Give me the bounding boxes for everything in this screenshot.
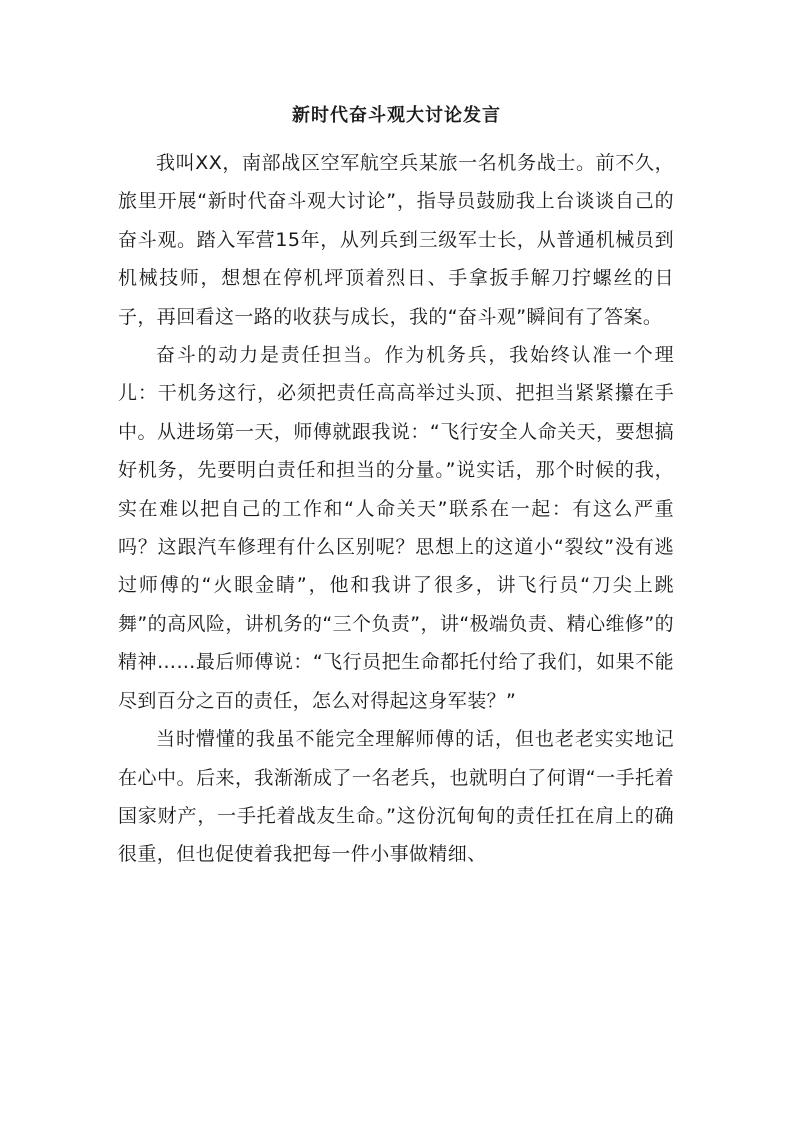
paragraph-responsibility: 奋斗的动力是责任担当。作为机务兵，我始终认准一个理儿：干机务这行，必须把责任高高举过头顶、把担当紧紧攥在手中。从进场第一天，师傅就跟我说：“飞行安全人命关天，要想搞好机务，先要明白责任和担当的分量。”说实话，那个时候的我，实在难以把自己的工作和“人命关天”联系在一起：有这么严重吗？这跟汽车修理有什么区别呢？思想上的这道小“裂纹”没有逃过师傅的“火眼金睛”，他和我讲了很多，讲飞行员“刀尖上跳舞”的高风险，讲机务的“三个负责”，讲“极端负责、精心维修”的精神……最后师傅说：“飞行员把生命都托付给了我们，如果不能尽到百分之百的责任，怎么对得起这身军装？” [118,344,674,712]
paragraph-intro: 我叫XX，南部战区空军航空兵某旅一名机务战士。前不久，旅里开展“新时代奋斗观大讨论”，指导员鼓励我上台谈谈自己的奋斗观。踏入军营15年，从列兵到三级军士长，从普通机械员到机械技师，想想在停机坪顶着烈日、手拿扳手解刀拧螺丝的日子，再回看这一路的收获与成长，我的“奋斗观”瞬间有了答案。 [118,152,674,328]
paragraph-veteran: 当时懵懂的我虽不能完全理解师傅的话，但也老老实实地记在心中。后来，我渐渐成了一名老兵，也就明白了何谓“一手托着国家财产，一手托着战友生命。”这份沉甸甸的责任扛在肩上的确很重，但也促使着我把每一件小事做精细、 [118,728,674,866]
document-title: 新时代奋斗观大讨论发言 [292,105,501,126]
document-body [118,144,674,874]
